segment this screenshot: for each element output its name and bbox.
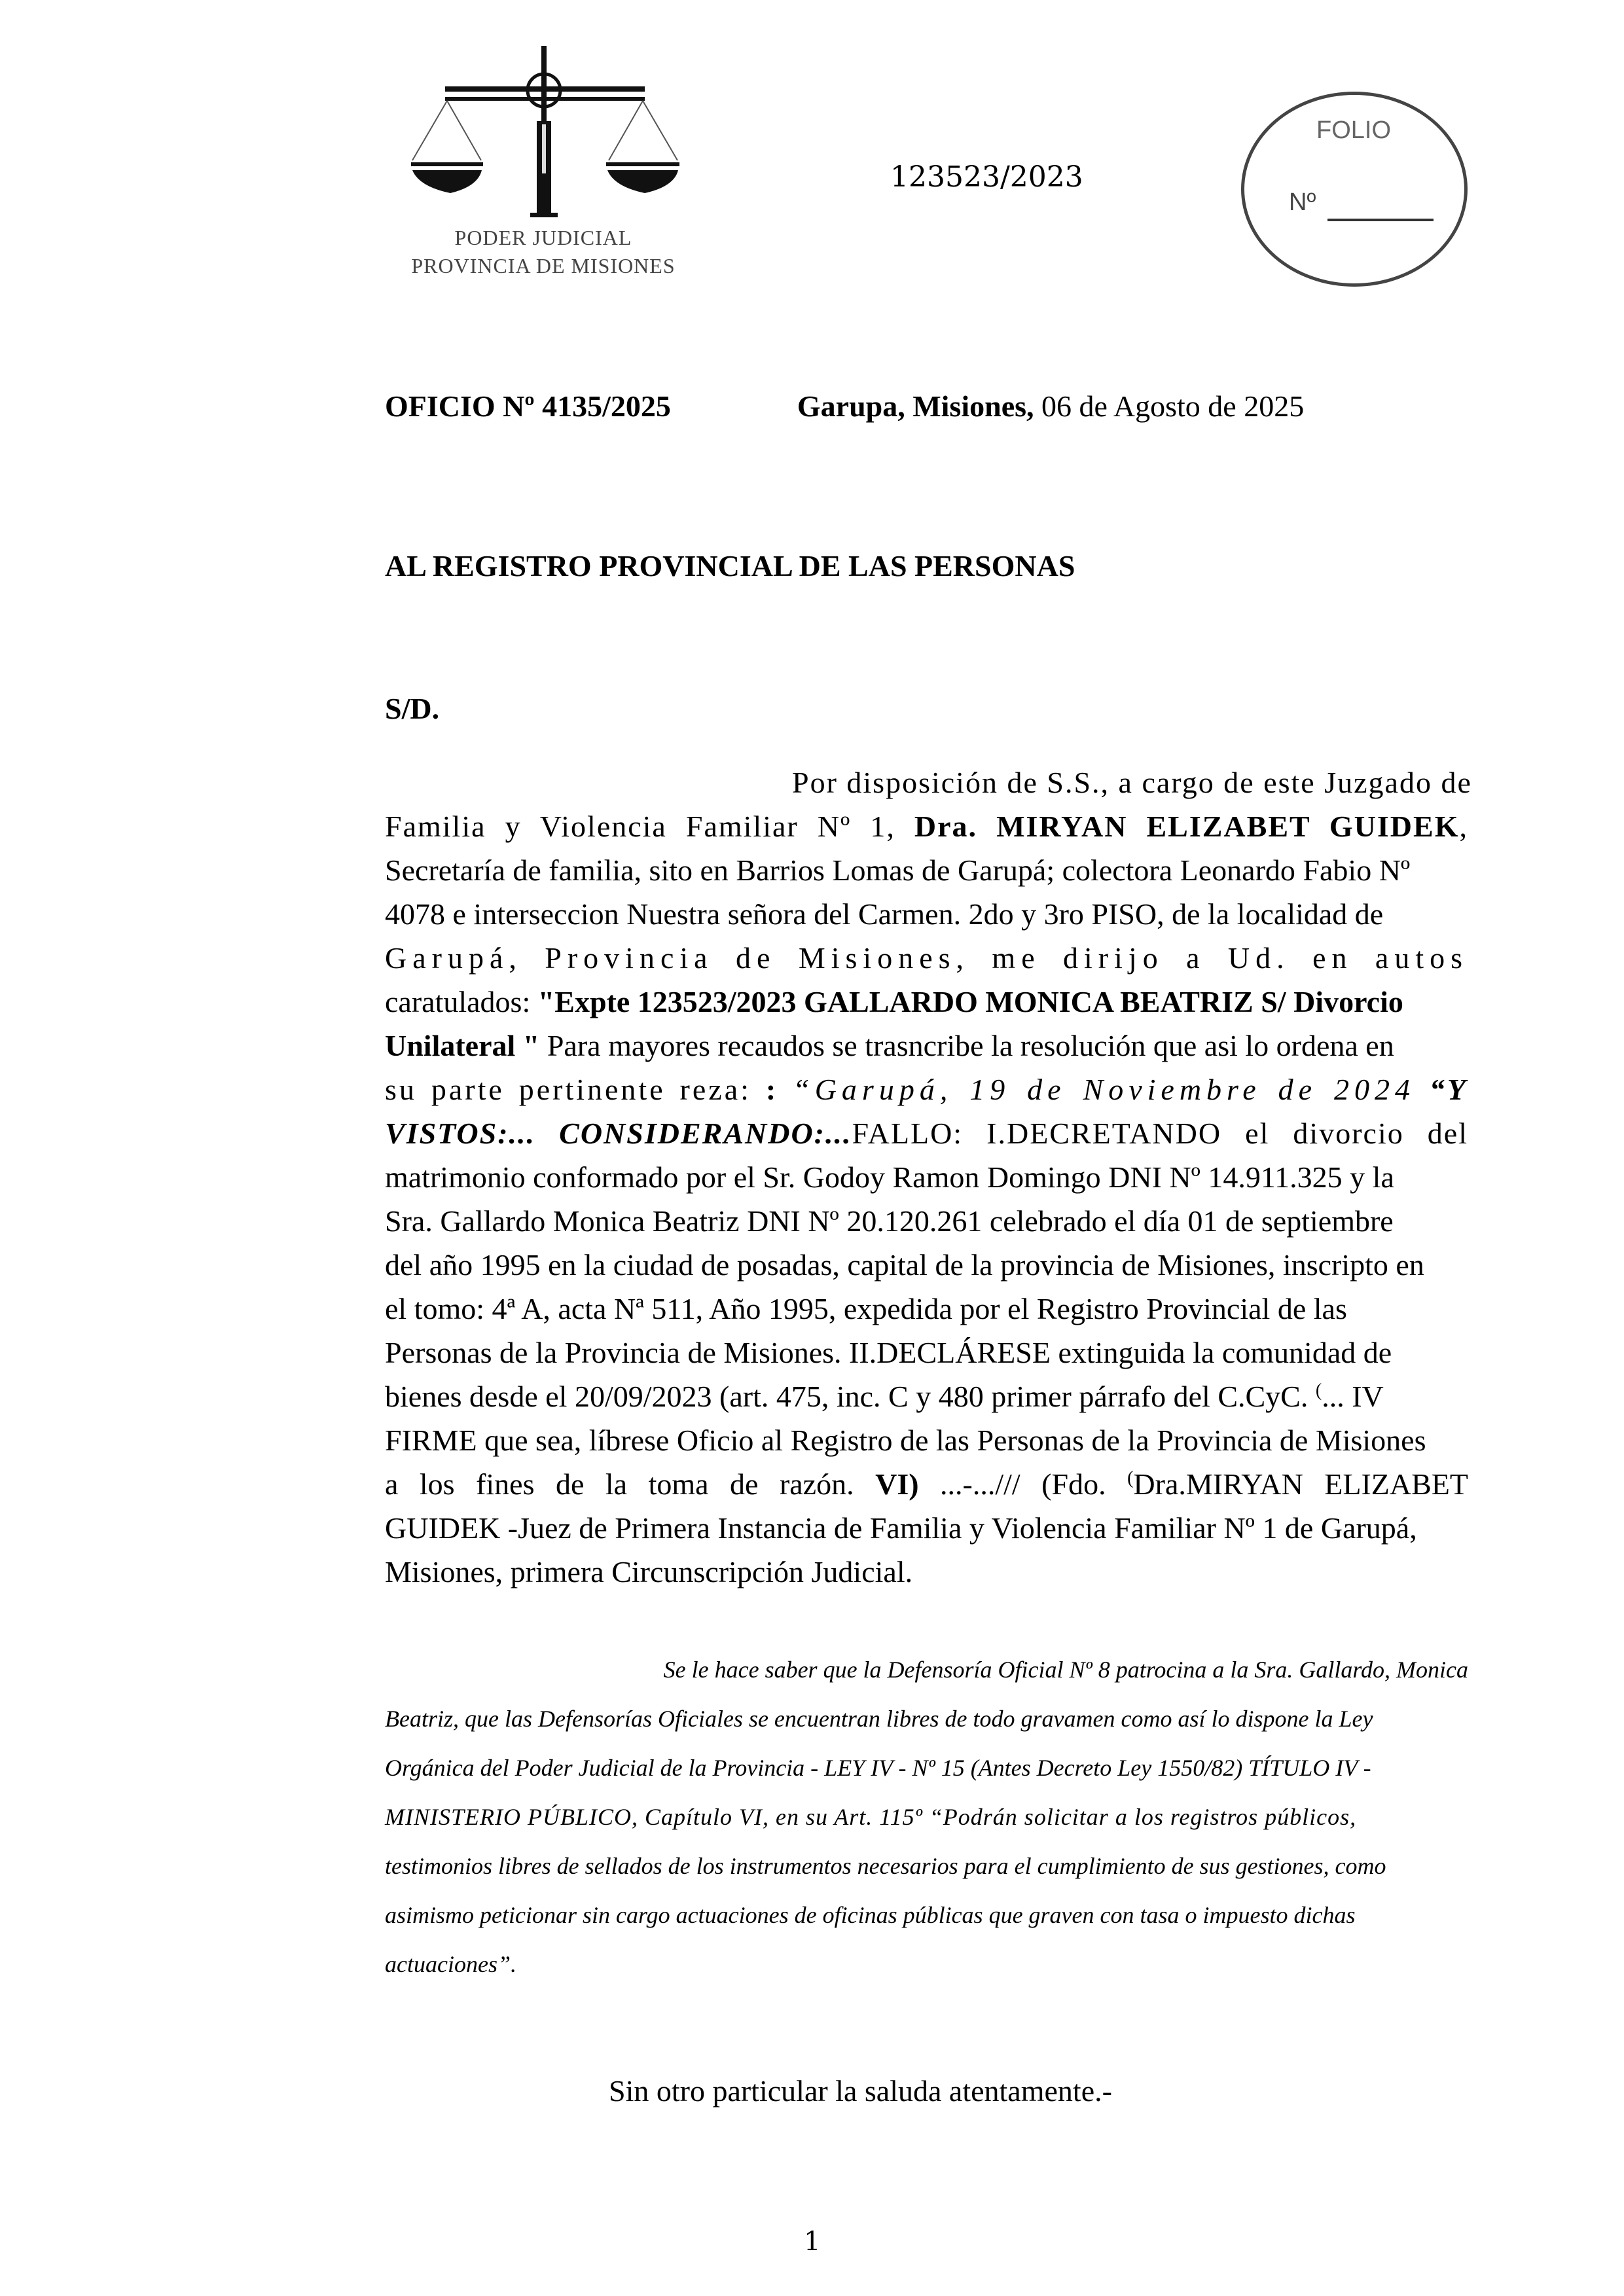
body-line-16: FIRME que sea, líbrese Oficio al Registro de las Personas de la Provincia de Misiones	[385, 1424, 1426, 1457]
case-title: "Expte 123523/2023 GALLARDO MONICA BEATRIZ S/ Divorcio	[537, 985, 1403, 1018]
note-line-3: Orgánica del Poder Judicial de la Provincia - LEY IV - Nº 15 (Antes Decreto Ley 1550/82) TÍTULO IV -	[385, 1755, 1371, 1781]
folio-number-label: Nº	[1289, 188, 1316, 216]
note-line-2: Beatriz, que las Defensorías Oficiales se encuentran libres de todo gravamen como así lo dispone la Ley	[385, 1706, 1373, 1732]
body-line-9: VISTOS:... CONSIDERANDO:...FALLO: I.DECRETANDO el divorcio del	[385, 1117, 1469, 1150]
note-line-1: Se le hace saber que la Defensoría Oficial Nº 8 patrocina a la Sra. Gallardo, Monica	[663, 1657, 1468, 1683]
body-line-12: del año 1995 en la ciudad de posadas, capital de la provincia de Misiones, inscripto en	[385, 1248, 1424, 1282]
scales-of-justice-icon	[406, 39, 681, 223]
body-line-17: a los fines de la toma de razón. VI) ...-.../// (Fdo. (Dra.MIRYAN ELIZABET	[385, 1467, 1468, 1501]
closing: Sin otro particular la saluda atentamente.-	[609, 2074, 1112, 2108]
judge-name: Dra. MIRYAN ELIZABET GUIDEK	[914, 810, 1460, 843]
body-line-3: Secretaría de familia, sito en Barrios Lomas de Garupá; colectora Leonardo Fabio Nº	[385, 853, 1411, 887]
oficio-heading	[385, 391, 1468, 422]
body-line-11: Sra. Gallardo Monica Beatriz DNI Nº 20.120.261 celebrado el día 01 de septiembre	[385, 1204, 1394, 1238]
case-number: 123523/2023	[890, 160, 1083, 194]
folio-stamp	[1241, 92, 1470, 289]
folio-number-blank	[1327, 219, 1434, 221]
page-number: 1	[804, 2227, 821, 2257]
body-line-14: Personas de la Provincia de Misiones. II.DECLÁRESE extinguida la comunidad de	[385, 1336, 1392, 1369]
logo-line-1: PODER JUDICIAL	[454, 226, 632, 249]
body-line-4: 4078 e interseccion Nuestra señora del Carmen. 2do y 3ro PISO, de la localidad de	[385, 897, 1384, 931]
folio-title: FOLIO	[1316, 117, 1392, 144]
body-line-19: Misiones, primera Circunscripción Judicial.	[385, 1555, 913, 1588]
note-line-5: testimonios libres de sellados de los instrumentos necesarios para el cumplimiento de sus gestiones, como	[385, 1853, 1386, 1879]
body-line-1: Por disposición de S.S., a cargo de este Juzgado de	[792, 766, 1472, 799]
body-line-13: el tomo: 4ª A, acta Nª 511, Año 1995, expedida por el Registro Provincial de las	[385, 1292, 1347, 1325]
body-line-18: GUIDEK -Juez de Primera Instancia de Familia y Violencia Familiar Nº 1 de Garupá,	[385, 1511, 1417, 1545]
body-line-2: Familia y Violencia Familiar Nº 1, Dra. MIRYAN ELIZABET GUIDEK,	[385, 810, 1468, 843]
body-line-5: Garupá, Provincia de Misiones, me dirijo a Ud. en autos	[385, 941, 1468, 975]
note-line-6: asimismo peticionar sin cargo actuaciones de oficinas públicas que graven con tasa o impuesto dichas	[385, 1902, 1356, 1928]
addressee: AL REGISTRO PROVINCIAL DE LAS PERSONAS	[385, 549, 1075, 583]
body-line-10: matrimonio conformado por el Sr. Godoy Ramon Domingo DNI Nº 14.911.325 y la	[385, 1160, 1394, 1194]
note-line-4: MINISTERIO PÚBLICO, Capítulo VI, en su Art. 115º “Podrán solicitar a los registros públicos,	[385, 1804, 1357, 1830]
body-line-15: bienes desde el 20/09/2023 (art. 475, inc. C y 480 primer párrafo del C.CyC. (... IV	[385, 1380, 1384, 1413]
body-line-7: Unilateral " Para mayores recaudos se trasncribe la resolución que asi lo ordena en	[385, 1029, 1394, 1062]
date: 06 de Agosto de 2025	[1034, 389, 1305, 423]
poder-judicial-logo	[406, 39, 681, 288]
note-line-7: actuaciones”.	[385, 1951, 516, 1977]
place: Garupa, Misiones,	[797, 389, 1034, 423]
salutation: S/D.	[385, 692, 440, 725]
logo-line-2: PROVINCIA DE MISIONES	[411, 254, 676, 278]
body-line-8: su parte pertinente reza: : “Garupá, 19 de Noviembre de 2024 “Y	[385, 1073, 1469, 1106]
body-line-6: caratulados: "Expte 123523/2023 GALLARDO MONICA BEATRIZ S/ Divorcio	[385, 985, 1403, 1018]
oficio-number: OFICIO Nº 4135/2025	[385, 389, 671, 423]
